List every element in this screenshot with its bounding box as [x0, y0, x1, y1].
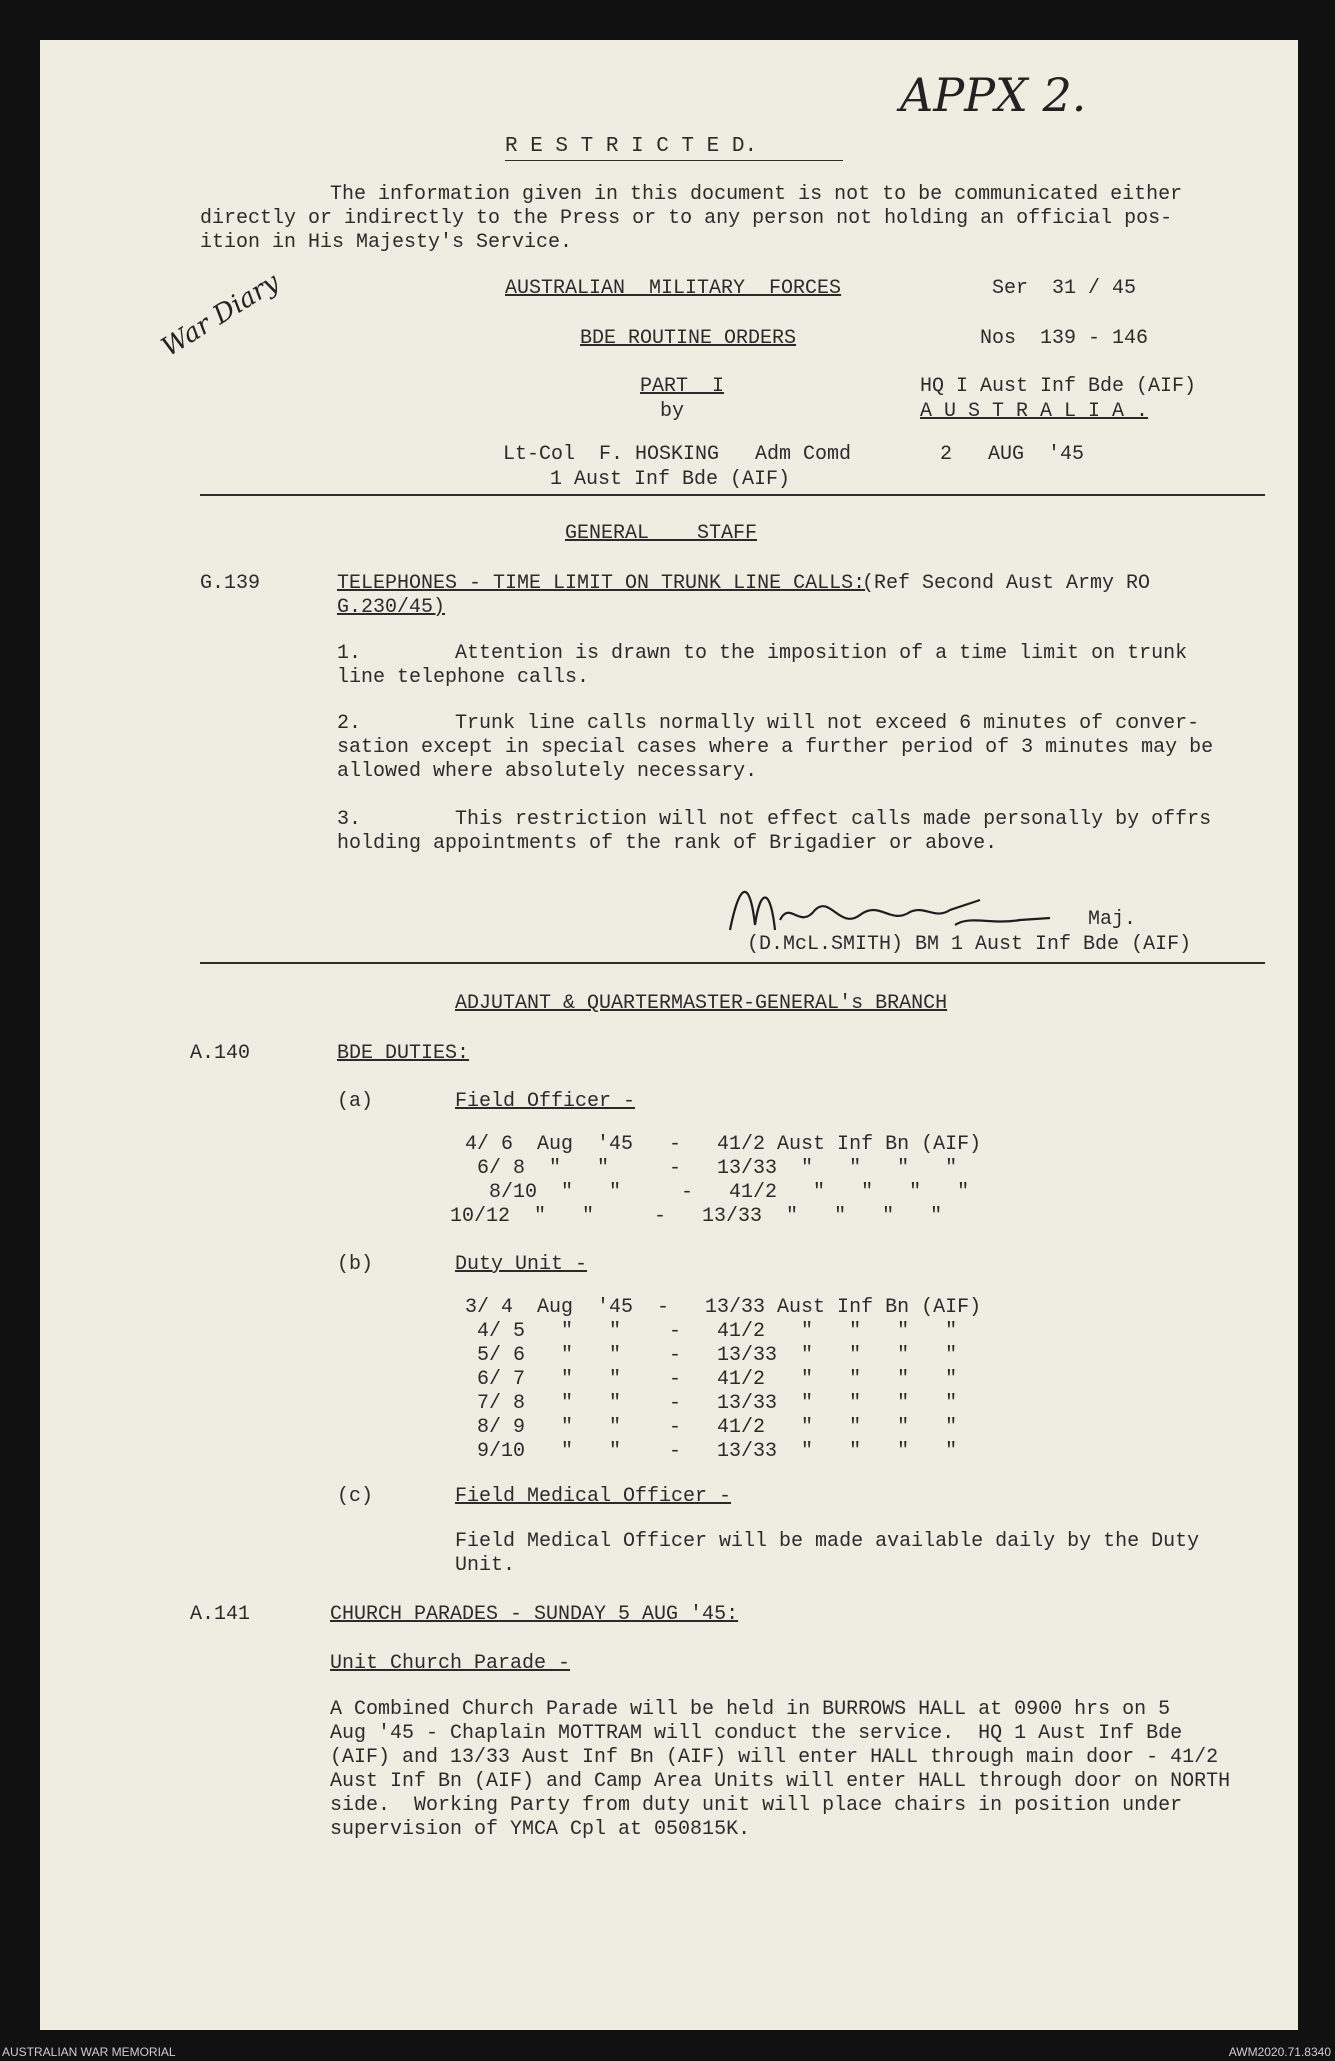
- field-medical-officer-line-1: Field Medical Officer will be made available daily by the Duty: [455, 1530, 1200, 1553]
- signatory-name: (D.McL.SMITH) BM 1 Aust Inf Bde (AIF): [747, 933, 1192, 956]
- telephones-title: TELEPHONES - TIME LIMIT ON TRUNK LINE CALLS:: [337, 572, 866, 595]
- telephones-reference-cont: G.230/45): [337, 596, 446, 619]
- paragraph-1-number: 1.: [337, 642, 362, 665]
- signatory-rank: Maj.: [1088, 908, 1137, 931]
- war-diary-annotation: War Diary: [156, 267, 285, 363]
- by-label: by: [660, 400, 685, 423]
- field-medical-officer-line-2: Unit.: [455, 1554, 516, 1577]
- notice-line-1: The information given in this document is not to be communicated either: [330, 183, 1183, 206]
- paragraph-2-line-3: allowed where absolutely necessary.: [337, 760, 758, 783]
- field-officer-row: 10/12 " " - 13/33 " " " ": [450, 1205, 943, 1228]
- duty-unit-row: 7/ 8 " " - 13/33 " " " ": [465, 1392, 958, 1415]
- bde-duties-title: BDE DUTIES:: [337, 1042, 470, 1065]
- field-officer-title: Field Officer -: [455, 1090, 636, 1113]
- duty-unit-row: 4/ 5 " " - 41/2 " " " ": [465, 1320, 958, 1343]
- church-parade-line: side. Working Party from duty unit will place chairs in position under: [330, 1794, 1183, 1817]
- order-numbers: Nos 139 - 146: [980, 327, 1149, 350]
- paragraph-3-line-1: This restriction will not effect calls made personally by offrs: [455, 808, 1212, 831]
- footer-credit: AUSTRALIAN WAR MEMORIAL: [2, 2045, 176, 2059]
- notice-line-2: directly or indirectly to the Press or to any person not holding an official pos-: [200, 207, 1173, 230]
- church-parades-title: CHURCH PARADES - SUNDAY 5 AUG '45:: [330, 1603, 739, 1626]
- aqmg-heading: ADJUTANT & QUARTERMASTER-GENERAL's BRANCH: [455, 992, 948, 1015]
- paragraph-2-line-2: sation except in special cases where a further period of 3 minutes may be: [337, 736, 1214, 759]
- church-parade-line: (AIF) and 13/33 Aust Inf Bn (AIF) will enter HALL through main door - 41/2: [330, 1746, 1219, 1769]
- section-divider: [200, 962, 1265, 964]
- command-unit: 1 Aust Inf Bde (AIF): [550, 468, 791, 491]
- duty-unit-row: 9/10 " " - 13/33 " " " ": [465, 1440, 958, 1463]
- forces-title: AUSTRALIAN MILITARY FORCES: [505, 277, 842, 300]
- paragraph-1-line-2: line telephone calls.: [337, 666, 590, 689]
- appendix-annotation: APPX 2.: [900, 68, 1087, 122]
- item-number-a141: A.141: [190, 1603, 251, 1626]
- footer-accession-number: AWM2020.71.8340: [1228, 2045, 1331, 2059]
- duty-unit-row: 6/ 7 " " - 41/2 " " " ": [465, 1368, 958, 1391]
- header-divider: [200, 494, 1265, 496]
- duty-unit-title: Duty Unit -: [455, 1253, 588, 1276]
- classification-heading: R E S T R I C T E D.: [505, 135, 758, 158]
- church-parade-line: A Combined Church Parade will be held in BURROWS HALL at 0900 hrs on 5: [330, 1698, 1171, 1721]
- duty-unit-row: 3/ 4 Aug '45 - 13/33 Aust Inf Bn (AIF): [465, 1296, 982, 1319]
- orders-title: BDE ROUTINE ORDERS: [580, 327, 797, 350]
- unit-church-parade-subtitle: Unit Church Parade -: [330, 1652, 571, 1675]
- church-parade-line: Aust Inf Bn (AIF) and Camp Area Units will enter HALL through door on NORTH: [330, 1770, 1231, 1793]
- item-number-g139: G.139: [200, 572, 261, 595]
- field-officer-row: 4/ 6 Aug '45 - 41/2 Aust Inf Bn (AIF): [465, 1133, 982, 1156]
- paragraph-2-line-1: Trunk line calls normally will not exceed 6 minutes of conver-: [455, 712, 1200, 735]
- hq-name: HQ I Aust Inf Bde (AIF): [920, 375, 1197, 398]
- paragraph-3-number: 3.: [337, 808, 362, 831]
- order-date: 2 AUG '45: [940, 443, 1085, 466]
- classification-underline: [505, 160, 843, 161]
- document-page: [40, 40, 1298, 2030]
- sub-a-label: (a): [337, 1090, 374, 1113]
- telephones-reference: (Ref Second Aust Army RO: [862, 572, 1151, 595]
- field-medical-officer-title: Field Medical Officer -: [455, 1485, 732, 1508]
- part-title: PART I: [640, 375, 725, 398]
- sub-b-label: (b): [337, 1253, 374, 1276]
- serial-number: Ser 31 / 45: [992, 277, 1137, 300]
- general-staff-heading: GENERAL STAFF: [565, 522, 758, 545]
- item-number-a140: A.140: [190, 1042, 251, 1065]
- country-name: A U S T R A L I A .: [920, 400, 1149, 423]
- field-officer-row: 8/10 " " - 41/2 " " " ": [465, 1181, 970, 1204]
- duty-unit-row: 5/ 6 " " - 13/33 " " " ": [465, 1344, 958, 1367]
- commander-name: Lt-Col F. HOSKING Adm Comd: [503, 443, 852, 466]
- paragraph-3-line-2: holding appointments of the rank of Brigadier or above.: [337, 832, 998, 855]
- paragraph-2-number: 2.: [337, 712, 362, 735]
- field-officer-row: 6/ 8 " " - 13/33 " " " ": [465, 1157, 958, 1180]
- duty-unit-row: 8/ 9 " " - 41/2 " " " ": [465, 1416, 958, 1439]
- church-parade-line: supervision of YMCA Cpl at 050815K.: [330, 1818, 751, 1841]
- sub-c-label: (c): [337, 1485, 374, 1508]
- church-parade-line: Aug '45 - Chaplain MOTTRAM will conduct the service. HQ 1 Aust Inf Bde: [330, 1722, 1183, 1745]
- paragraph-1-line-1: Attention is drawn to the imposition of a time limit on trunk: [455, 642, 1188, 665]
- notice-line-3: ition in His Majesty's Service.: [200, 231, 573, 254]
